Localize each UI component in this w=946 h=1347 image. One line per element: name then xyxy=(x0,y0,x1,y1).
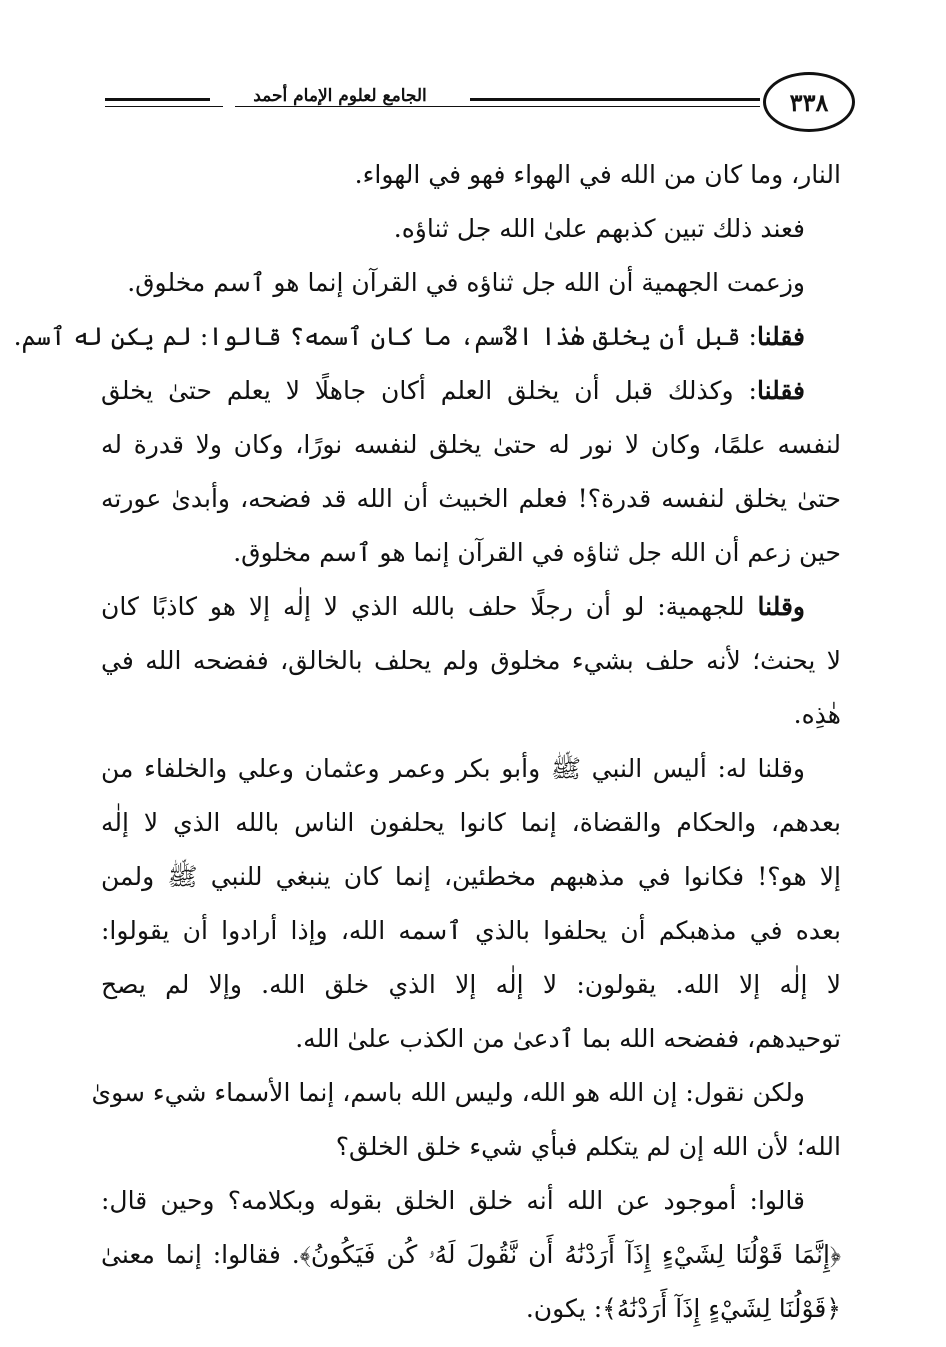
text-line xyxy=(101,1282,841,1336)
text-line xyxy=(91,1066,841,1120)
line-text: وزعمت الجهمية أن الله جل ثناؤه في القرآن إنما هو ٱسم مخلوق. xyxy=(127,268,805,297)
text-line xyxy=(101,904,841,958)
line-text: ﴿إِنَّمَا قَوْلُنَا لِشَيْءٍ إِذَآ أَرَدْنَٰهُ أَن نَّقُولَ لَهُۥ كُن فَيَكُونُ﴾. فقالوا: إنما معنىٰ xyxy=(101,1240,841,1269)
text-line xyxy=(101,796,841,850)
text-line xyxy=(101,256,841,310)
line-text: وقلنا له: أليس النبي ﷺ وأبو بكر وعمر وعثمان وعلي والخلفاء من xyxy=(101,754,805,783)
line-text: : وكذلك قبل أن يخلق العلم أكان جاهلًا لا يعلم حتىٰ يخلق xyxy=(101,376,757,405)
text-line xyxy=(101,202,841,256)
line-text: ﴿قَوْلُنَا لِشَيْءٍ إِذَآ أَرَدْنَٰهُ﴾: يكون. xyxy=(525,1294,841,1323)
body-text xyxy=(13,148,841,1336)
text-line xyxy=(101,526,841,580)
line-text: بعده في مذهبكم أن يحلفوا بالذي ٱسمه الله، وإذا أرادوا أن يقولوا: xyxy=(101,916,841,945)
line-text: حين زعم أن الله جل ثناؤه في القرآن إنما هو ٱسم مخلوق. xyxy=(233,538,841,567)
text-line xyxy=(101,148,841,202)
text-line xyxy=(101,580,841,634)
text-line xyxy=(101,1120,841,1174)
bold-lead-word: فقلنا xyxy=(756,376,805,405)
line-text: النار، وما كان من الله في الهواء فهو في الهواء. xyxy=(354,160,841,189)
text-line xyxy=(13,310,841,364)
line-text: لا إلٰه إلا الله. يقولون: لا إلٰه إلا الذي خلق الله. وإلا لم يصح xyxy=(101,970,841,999)
text-line xyxy=(101,364,841,418)
line-text: : قبل أن يخلق هٰذا الٱسم، ما كان ٱسمه؟ قالوا: لم يكن له ٱسم. xyxy=(13,322,757,351)
text-line xyxy=(101,742,841,796)
text-line xyxy=(101,1228,841,1282)
bold-lead-word: وقلنا xyxy=(757,592,805,621)
line-text: لنفسه علمًا، وكان لا نور له حتىٰ يخلق لنفسه نورًا، وكان ولا قدرة له xyxy=(101,430,841,459)
line-text: للجهمية: لو أن رجلًا حلف بالله الذي لا إلٰه إلا هو كاذبًا كان xyxy=(101,592,758,621)
text-line xyxy=(101,1174,841,1228)
text-line xyxy=(101,418,841,472)
running-header xyxy=(105,72,855,136)
text-line xyxy=(101,472,841,526)
line-text: ولكن نقول: إن الله هو الله، وليس الله باسم، إنما الأسماء شيء سوىٰ xyxy=(91,1078,805,1107)
text-line xyxy=(101,850,841,904)
line-text: لا يحنث؛ لأنه حلف بشيء مخلوق ولم يحلف بالخالق، ففضحه الله في xyxy=(101,646,841,675)
line-text: حتىٰ يخلق لنفسه قدرة؟! فعلم الخبيث أن الله قد فضحه، وأبدىٰ عورته xyxy=(101,484,841,513)
text-line xyxy=(101,688,841,742)
header-rule xyxy=(105,98,223,107)
text-line xyxy=(101,1012,841,1066)
line-text: بعدهم، والحكام والقضاة، إنما كانوا يحلفون الناس بالله الذي لا إلٰه xyxy=(101,808,841,837)
page-number: ٣٣٨ xyxy=(763,72,855,132)
header-rule xyxy=(675,98,760,107)
text-line xyxy=(101,634,841,688)
line-text: توحيدهم، ففضحه الله بما ٱدعىٰ من الكذب علىٰ الله. xyxy=(295,1024,841,1053)
line-text: هٰذِه. xyxy=(793,700,841,729)
line-text: فعند ذلك تبين كذبهم علىٰ الله جل ثناؤه. xyxy=(393,214,805,243)
book-title: الجامع لعلوم الإمام أحمد xyxy=(210,86,470,106)
line-text: إلا هو؟! فكانوا في مذهبهم مخطئين، إنما كان ينبغي للنبي ﷺ ولمن xyxy=(101,862,841,891)
text-line xyxy=(101,958,841,1012)
line-text: قالوا: أموجود عن الله أنه خلق الخلق بقوله وبكلامه؟ وحين قال: xyxy=(101,1186,805,1215)
line-text: الله؛ لأن الله إن لم يتكلم فبأي شيء خلق الخلق؟ xyxy=(335,1132,841,1161)
bold-lead-word: فقلنا xyxy=(756,322,805,351)
